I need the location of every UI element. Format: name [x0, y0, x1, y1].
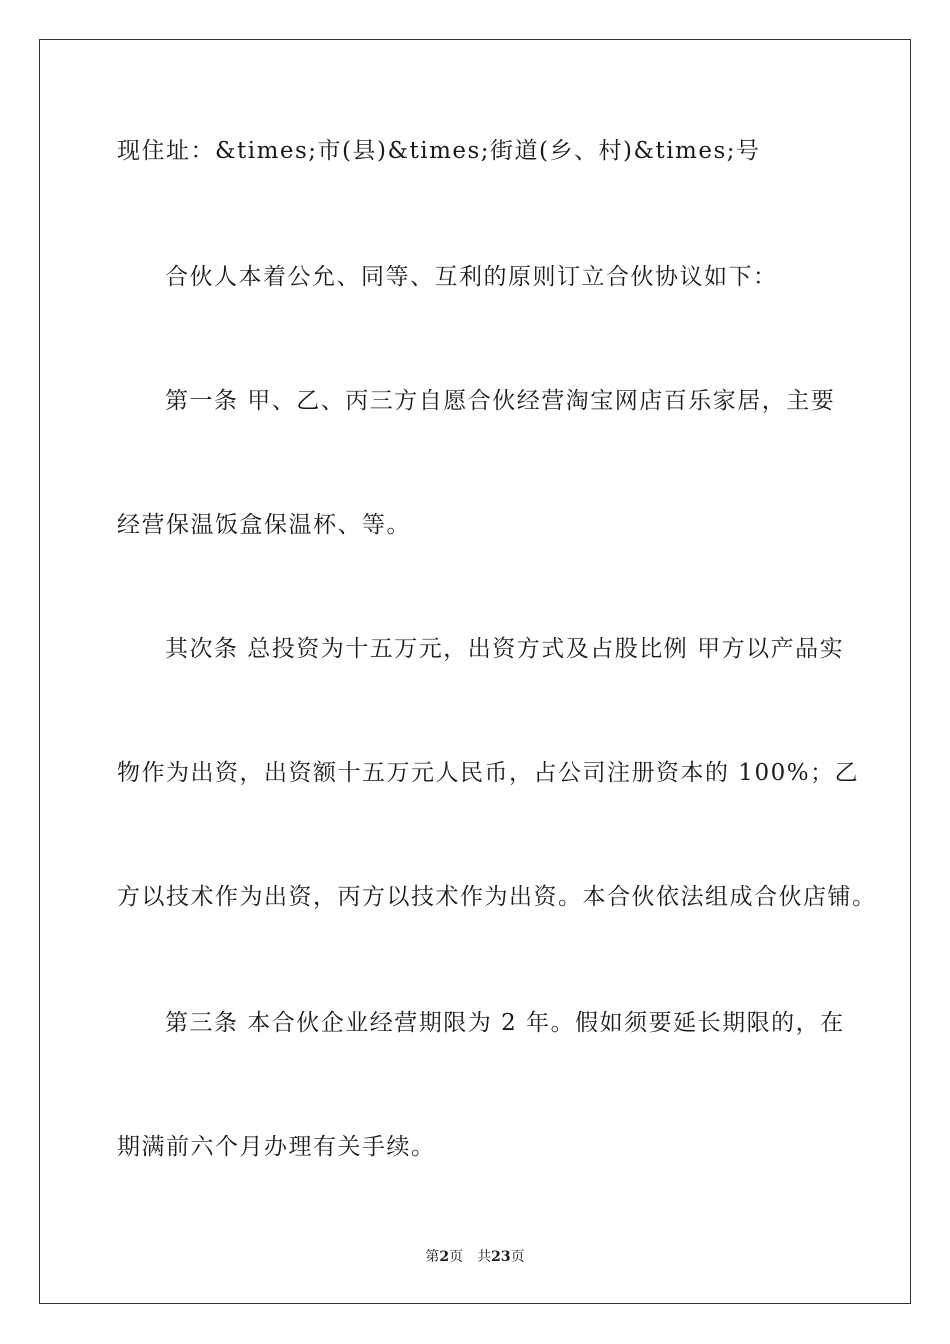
- article-1-line-1: 第一条 甲、乙、丙三方自愿合伙经营淘宝网店百乐家居，主要: [165, 388, 836, 414]
- total-prefix: 共: [477, 1249, 492, 1265]
- agreement-intro: 合伙人本着公允、同等、互利的原则订立合伙协议如下：: [165, 264, 778, 290]
- page-frame: [39, 39, 911, 1304]
- article-1-line-2: 经营保温饭盒保温杯、等。: [117, 512, 411, 538]
- page-number: 2: [439, 1249, 450, 1265]
- article-3-line-1: 第三条 本合伙企业经营期限为 2 年。假如须要延长期限的，在: [165, 1010, 845, 1036]
- article-3-line-2: 期满前六个月办理有关手续。: [117, 1134, 436, 1160]
- article-2-line-3: 方以技术作为出资，丙方以技术作为出资。本合伙依法组成合伙店铺。: [117, 884, 877, 910]
- total-pages: 23: [491, 1249, 511, 1265]
- article-2-line-2: 物作为出资，出资额十五万元人民币，占公司注册资本的 100%；乙: [117, 760, 860, 786]
- page-prefix: 第: [425, 1249, 440, 1265]
- page-suffix: 页: [449, 1249, 464, 1265]
- total-suffix: 页: [510, 1249, 525, 1265]
- page-footer: [0, 1248, 950, 1266]
- address-line: 现住址：&times;市(县)&times;街道(乡、村)&times;号: [117, 138, 761, 164]
- article-2-line-1: 其次条 总投资为十五万元，出资方式及占股比例 甲方以产品实: [165, 636, 845, 662]
